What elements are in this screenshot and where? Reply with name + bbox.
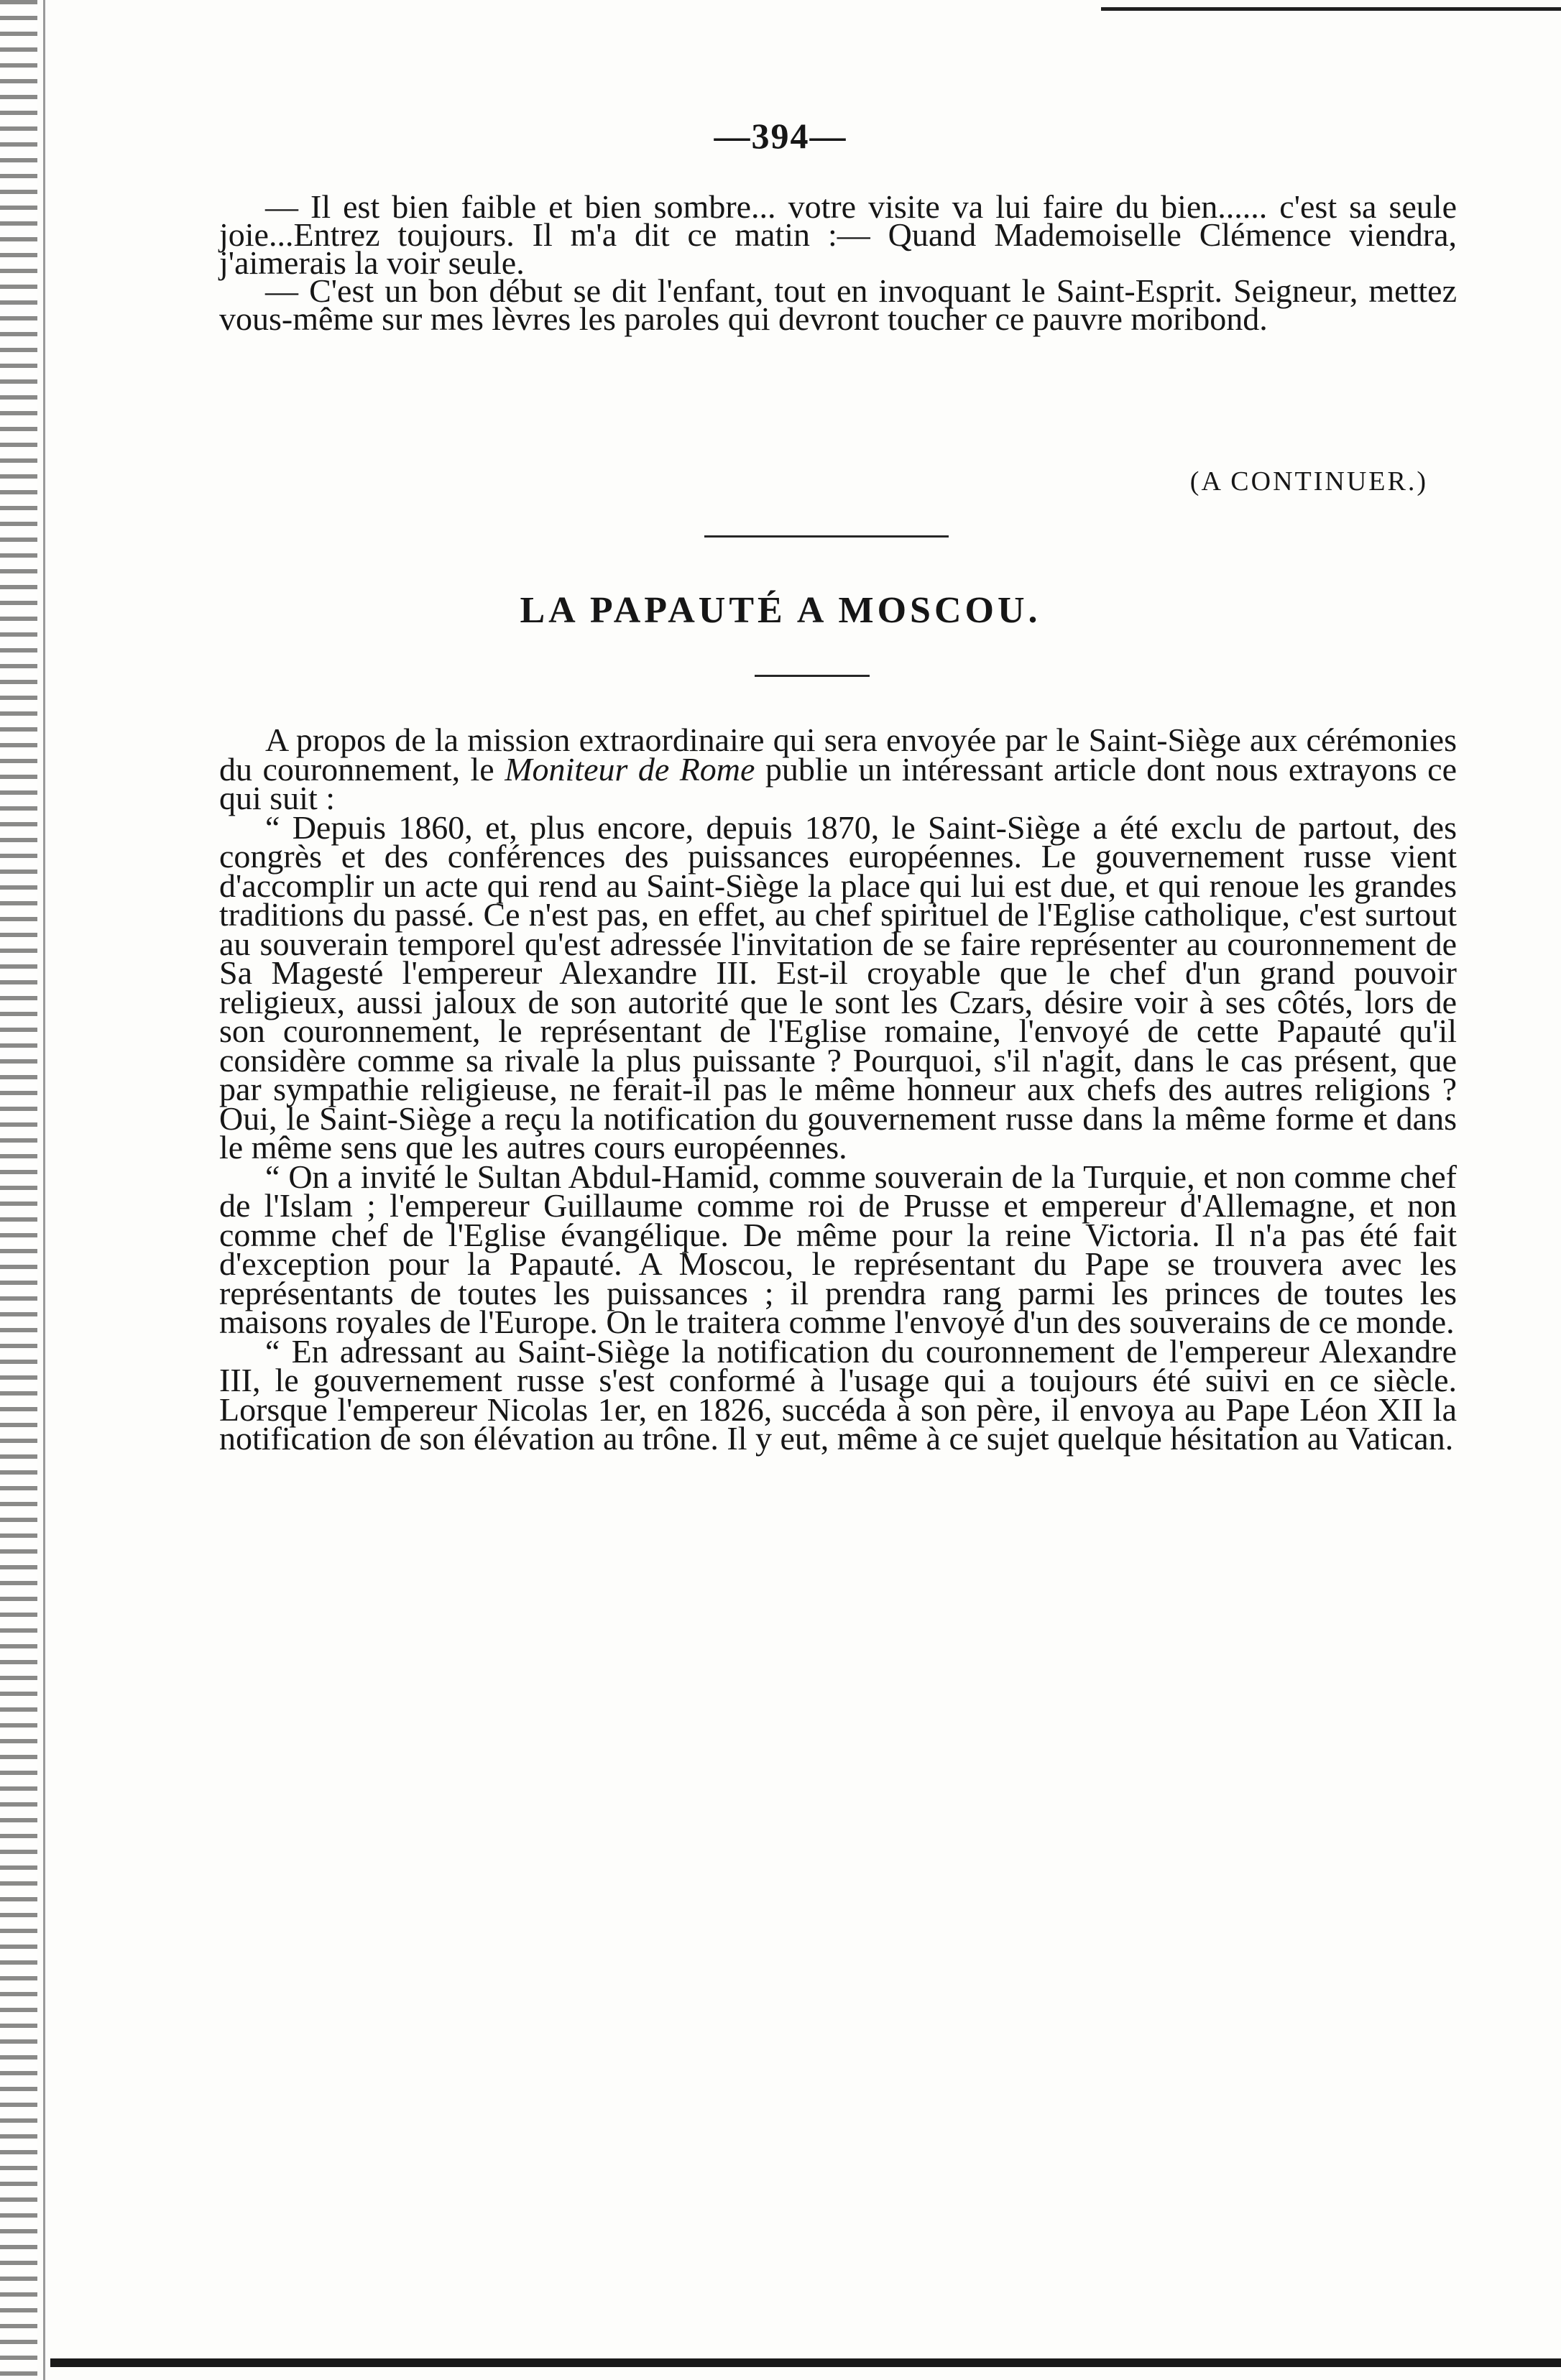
page-number: —394— — [714, 116, 847, 156]
top-scan-rule — [1101, 7, 1561, 11]
binding-edge — [0, 0, 37, 2380]
article-paragraph-1: “ Depuis 1860, et, plus encore, depuis 1870, le Saint-Siège a été exclu de partout, des congrès et des conférences des puissances européennes. Le gouvernement russe vient d'accomplir un acte qui rend au Saint-Siège la place qui lui est due, et qui renoue les grandes traditions du passé. Ce n'est pas, en effet, au chef spirituel de l'Eglise catholique, c'est surtout au souverain temporel qu'est adressée l'invitation de se faire représenter au couronnement de Sa Magesté l'empereur Alexandre III. Est-il croyable que le chef d'un grand pouvoir religieux, aussi jaloux de son autorité que le sont les Czars, désire voir à ses côtés, lors de son couronnement, le représentant de l'Eglise romaine, l'envoyé de cette Papauté qu'il considère comme sa rivale la plus puissante ? Pourquoi, s'il n'agit, dans le cas présent, que par sympathie religieuse, ne ferait-il pas le même honneur aux chefs des autres religions ? Oui, le Saint-Siège a reçu la notification du gouvernement russe dans la même forme et dans le même sens que les autres cours européennes. — [219, 808, 1457, 1166]
binding-line — [43, 0, 45, 2380]
continuation-text — [219, 188, 1457, 337]
article-body — [219, 721, 1458, 1457]
separator-rule — [704, 535, 949, 538]
continuation-paragraph-2: — C'est un bon début se dit l'enfant, tout en invoquant le Saint-Esprit. Seigneur, mettez vous-même sur mes lèvres les paroles qui devront toucher ce pauvre moribond. — [219, 272, 1457, 337]
separator-rule-short — [755, 675, 870, 677]
journal-name: Moniteur de Rome — [505, 750, 755, 788]
article-intro-after: publie un intéressant article dont nous extrayons ce qui suit : — [219, 750, 1458, 816]
article-title: LA PAPAUTÉ A MOSCOU. — [520, 590, 1041, 631]
article-intro-before: A propos de la mission extraordinaire qui sera envoyée par le Saint-Siège aux cérémonies du couronnement, le — [219, 721, 1457, 788]
article-paragraph-3: “ En adressant au Saint-Siège la notification du couronnement de l'empereur Alexandre III, le gouvernement russe s'est conformé à l'usage qui a toujours été suivi en ce siècle. Lorsque l'empereur Nicolas 1er, en 1826, succéda à son père, il envoya au Pape Léon XII la notification de son élévation au trône. Il y eut, même à ce sujet quelque hésitation au Vatican. — [219, 1332, 1457, 1457]
bottom-scan-rule — [50, 2358, 1561, 2367]
article-paragraph-2: “ On a invité le Sultan Abdul-Hamid, comme souverain de la Turquie, et non comme chef de l'Islam ; l'empereur Guillaume comme roi de Prusse et empereur d'Allemagne, et non comme chef de l'Eglise évangélique. De même pour la reine Victoria. Il n'a pas été fait d'exception pour la Papauté. A Moscou, le représentant du Pape se trouvera avec les représentants de toutes les puissances ; il prendra rang parmi les princes de toutes les maisons royales de l'Europe. On le traitera comme l'envoyé d'un des souverains de ce monde. — [219, 1158, 1457, 1340]
to-be-continued: (A CONTINUER.) — [1189, 466, 1428, 497]
article-intro — [219, 721, 1458, 816]
continuation-paragraph-1: — Il est bien faible et bien sombre... votre visite va lui faire du bien...... c'est sa seule joie...Entrez toujours. Il m'a dit ce matin :— Quand Mademoiselle Clémence viendra, j'aimerais la voir seule. — [219, 188, 1457, 281]
